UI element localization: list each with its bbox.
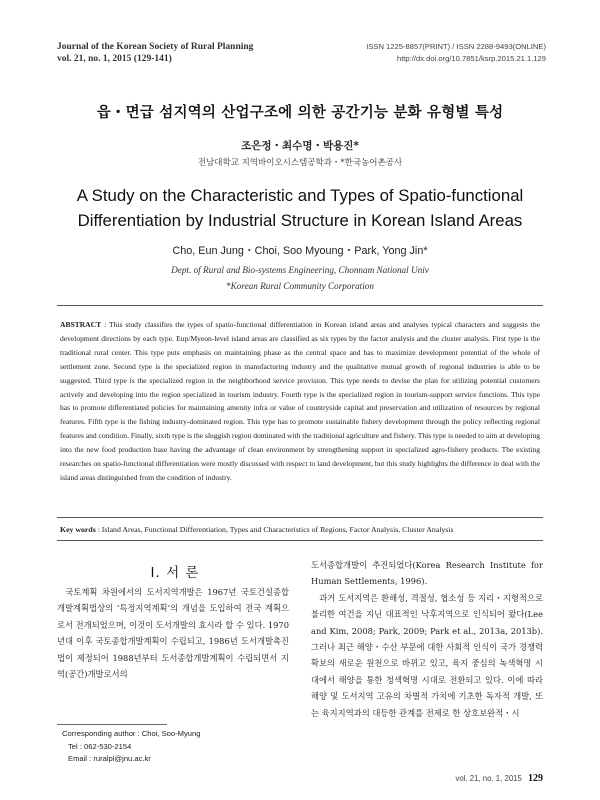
abstract-top-rule [57,305,543,306]
footer-issue: vol. 21, no. 1, 2015 [455,774,522,783]
body-paragraph: 과거 도서지역은 환해성, 격절성, 협소성 등 지리・지형적으로 불리한 여건을 지닌 대표적인 낙후지역으로 인식되어 왔다(Lee and Kim, 2008; Park, 2009; Park et al., 2013a, 2013b). 그러나 최근 해양・수산 부문에 대한 사회적 인식이 국가 경쟁력 확보의 새로운 원천으로 바뀌고 있고, 육지 중심의 녹색혁명 시대에서 해양을 통한 청색혁명 시대로 전환되고 있다. 이에 따라 해양 및 도서지역 고유의 차별적 가치에 기초한 독자적 개발, 또는 육지지역과의 대등한 관계를 전제로 한 상호보완적・시 [311,592,543,718]
footnote-rule [57,724,167,725]
issn: ISSN 1225-8857(PRINT) / ISSN 2288-9493(ONLINE) [366,42,546,51]
body-column-left [57,584,289,682]
issn-header [366,41,546,65]
page-number: 129 [528,773,543,784]
affiliation-english-line2: *Korean Rural Community Corporation [226,281,374,291]
keywords-top-rule [57,517,543,518]
title-english [60,183,540,233]
body-column-right [311,557,543,721]
abstract [60,318,540,485]
journal-name: Journal of the Korean Society of Rural Planning [57,42,254,52]
journal-header [57,41,253,65]
footnote-email[interactable]: Email : ruralpl@jnu.ac.kr [68,754,151,763]
title-korean: 읍・면급 섬지역의 산업구조에 의한 공간기능 분화 유형별 특성 [96,105,504,121]
section-heading: Ⅰ. 서 론 [150,565,200,581]
authors-korean: 조은정・최수명・박용진* [241,140,359,152]
authors-english: Cho, Eun Jung・Choi, Soo Myoung・Park, Yong Jin* [172,245,428,257]
doi-link[interactable]: http://dx.doi.org/10.7851/ksrp.2015.21.1.129 [396,54,546,63]
title-english-line2: Differentiation by Industrial Structure in Korean Island Areas [77,211,523,230]
abstract-label: ABSTRACT [60,320,102,329]
journal-volume: vol. 21, no. 1, 2015 (129-141) [57,54,172,64]
page-footer [456,773,544,784]
keywords-label: Key words [60,525,96,534]
title-english-line1: A Study on the Characteristic and Types of Spatio-functional [76,186,524,205]
corresponding-author-footnote [62,728,200,766]
affiliation-korean: 전남대학교 지역바이오시스템공학과・*한국농어촌공사 [197,158,403,168]
keywords [60,525,540,534]
keywords-bottom-rule [57,540,543,541]
footnote-author: Corresponding author : Choi, Soo-Myung [62,729,201,738]
affiliation-english-line1: Dept. of Rural and Bio-systems Engineering, Chonnam National Univ [171,265,429,275]
body-paragraph: 국토계획 차원에서의 도서지역개발은 1967년 국토건설종합개발계획법상의 ‘특정지역계획’의 개념을 도입하여 전국 계획으로서 전개되었으며, 이것이 도서개발의 효시라 할 수 있다. 1970년대 이후 국토종합개발계획이 수립되고, 1986년 도서개발촉진법이 제정되어 1988년부터 도서종합개발계획이 수립되면서 지역(공간)개발로서의 [57,587,289,680]
abstract-text: : This study classifies the types of spatio-functional differentiation in Korean island areas and analyses typical characters and suggests the development directions by each type. Eup/Myeon-level island areas are classified as six types by the factor analysis and the cluster analysis. First type is the traditional rural center. This type puts emphasis on maintaining phase as the central space and has to maximize development potential of the whole of settlement zone. Second type is the specialized region in manufacturing industry and the qualitative mutual growth of regional industries is able to be suggested. Third type is the specialized region in the neighborhood service provision. This type needs to devise the plan for utilizing potential customers actively and developing into the region specialized in tourism industry. Fourth type is the specialized region in tourism-support service functions. This type has to promote differentiated policies for maintaining amenity infra or value of countryside capital and preservation and utilization of resources by regional features. Fifth type is the fishing industry-dominated region. This type has to promote sustainable fishery development through the policy reflecting regional features and condition. Finally, sixth type is the sluggish region dominated with the traditional agriculture and fishery. This type is needed to aim at developing into the new food production base having the advantage of clean environment by strengthening support in specialized agro-fishery products. The existing researches on spatio-functional differentiation were mostly discussed with respect to land development, but this study highlights the difference in deal with the island areas distinguished from the condition of industry. [60,320,540,482]
body-paragraph: 도서종합개발이 추진되었다(Korea Research Institute for Human Settlements, 1996). [311,560,543,587]
footnote-tel: Tel : 062-530-2154 [68,741,132,751]
affiliation-english [0,262,600,294]
keywords-text: : Island Areas, Functional Differentiation, Types and Characteristics of Regions, Factor Analysis, Cluster Analysis [97,525,454,534]
